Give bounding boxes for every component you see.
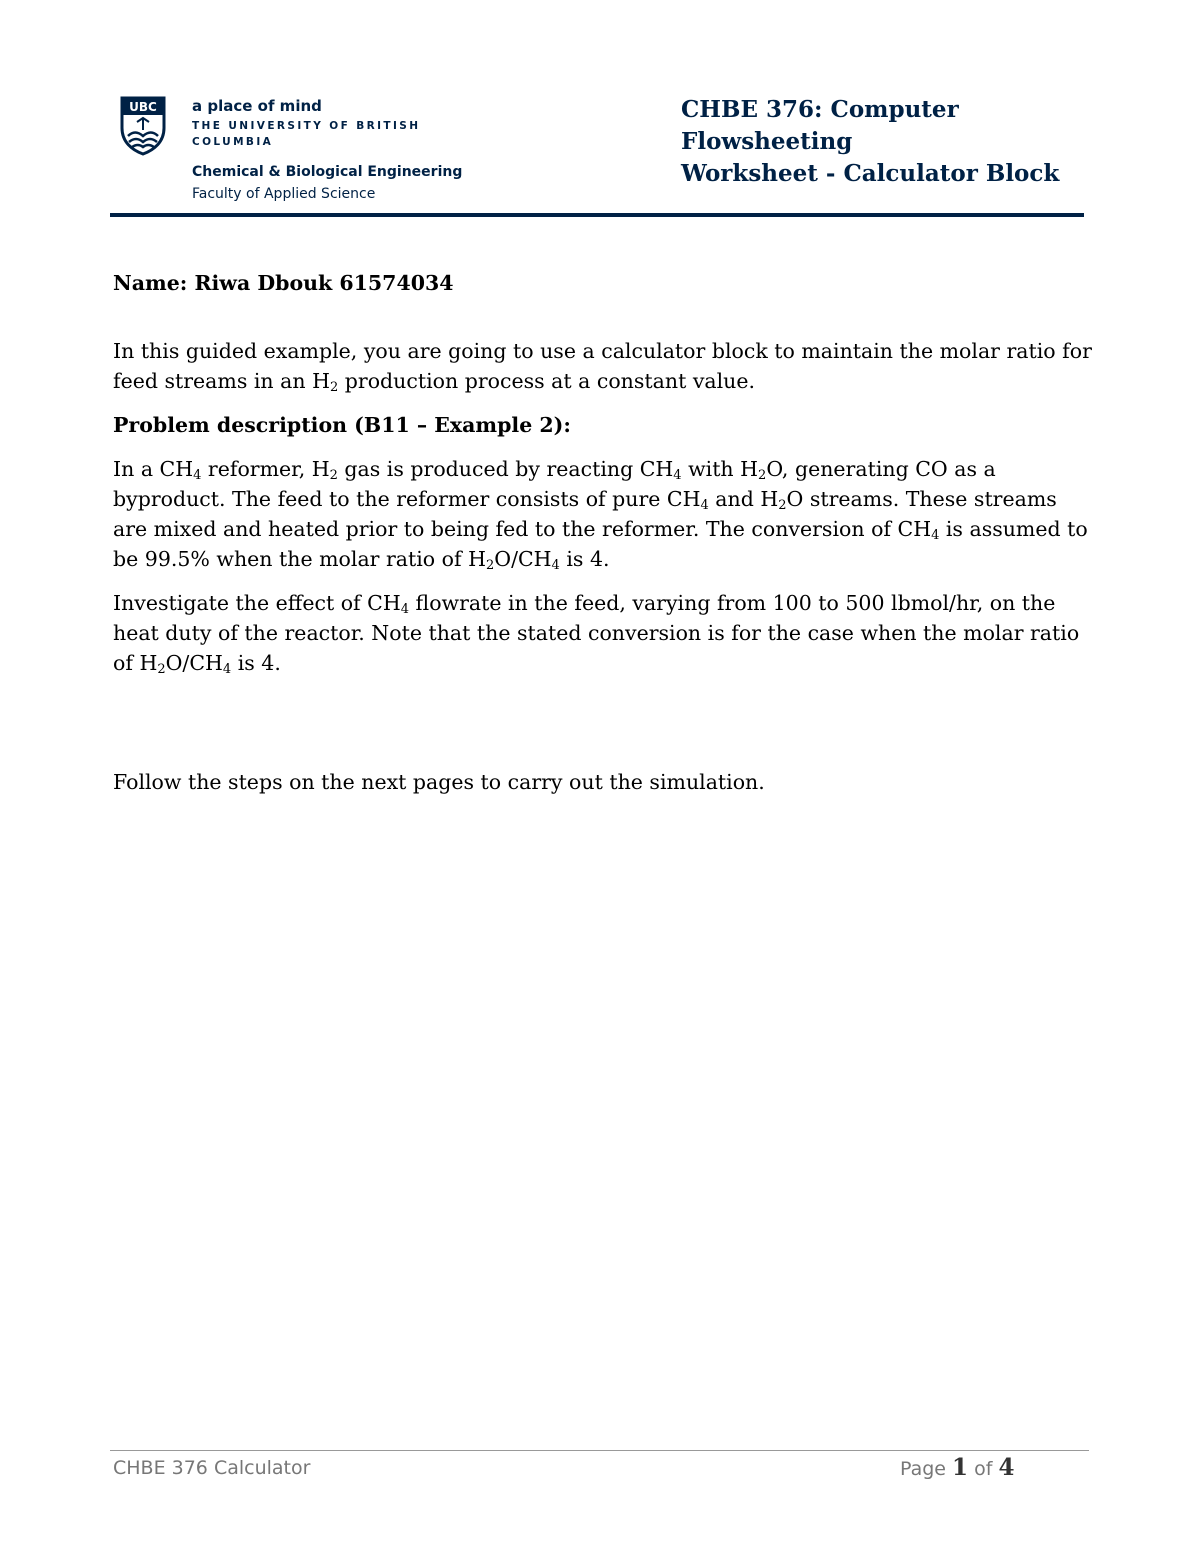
footer-doc-title: CHBE 376 Calculator (113, 1457, 311, 1479)
header-divider (110, 213, 1084, 217)
page-indicator (900, 1454, 1015, 1481)
course-title (681, 94, 1101, 190)
course-title-line3: Worksheet - Calculator Block (681, 160, 1060, 187)
logo-faculty: Faculty of Applied Science (192, 186, 376, 202)
of-word: of (974, 1458, 993, 1480)
name-value: Riwa Dbouk 61574034 (194, 271, 454, 295)
intro-paragraph: In this guided example, you are going to use a calculator block to maintain the molar ratio for feed streams in an $H_2$ production process at a constant value. (113, 339, 1092, 395)
logo-tagline: a place of mind (192, 97, 322, 115)
ubc-logo (120, 96, 500, 202)
course-title-line2: Flowsheeting (681, 128, 853, 155)
problem-heading: Problem description (B11 – Example 2): (113, 413, 571, 437)
shield-text: UBC (129, 100, 157, 114)
page-current: 1 (952, 1454, 969, 1481)
page-total: 4 (998, 1454, 1015, 1481)
course-title-line1: CHBE 376: Computer (681, 96, 959, 123)
logo-department: Chemical & Biological Engineering (192, 164, 463, 180)
student-name (113, 268, 1093, 298)
footer-divider (110, 1450, 1089, 1451)
name-label: Name: (113, 271, 188, 295)
logo-university: THE UNIVERSITY OF BRITISH COLUMBIA (192, 120, 421, 148)
page-word: Page (900, 1458, 946, 1480)
document-body (113, 268, 1093, 797)
problem-paragraph-1: In a $CH_4$ reformer, $H_2$ gas is produced by reacting $CH_4$ with $H_2O$, generating CO as a byproduct. The feed to the reformer consists of pure $CH_4$ and $H_2O$ streams. These streams are mixed and heated prior to being fed to the reformer. The conversion of $CH_4$ is assumed to be 99.5% when the molar ratio of $H_2O/CH_4$ is 4. (113, 457, 1088, 573)
ubc-crest-icon (120, 96, 166, 156)
follow-steps-paragraph: Follow the steps on the next pages to carry out the simulation. (113, 770, 765, 794)
problem-paragraph-2: Investigate the effect of $CH_4$ flowrate in the feed, varying from 100 to 500 lbmol/hr, on the heat duty of the reactor. Note that the stated conversion is for the case when the molar ratio of $H_2O/CH_4$ is 4. (113, 591, 1080, 677)
